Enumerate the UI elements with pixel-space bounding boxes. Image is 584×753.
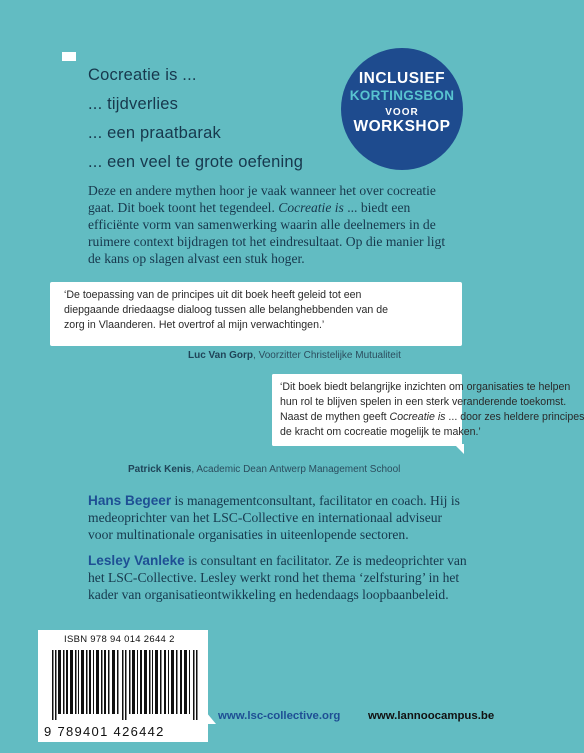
speech-tail-icon: [454, 444, 464, 454]
badge-line-4: WORKSHOP: [353, 118, 451, 135]
barcode-icon: [52, 650, 198, 720]
badge-line-2: KORTINGSBON: [349, 88, 455, 103]
quote-line: de kracht om cocreatie mogelijk te maken.’: [280, 426, 481, 438]
quote-line: zorg in Vlaanderen. Het overtrof al mijn verwachtingen.’: [64, 319, 325, 331]
badge-line-3: VOOR: [385, 107, 419, 118]
speech-tail-icon: [62, 336, 72, 346]
lsc-url-link[interactable]: www.lsc-collective.org: [218, 710, 341, 722]
isbn-label: ISBN 978 94 014 2644 2: [64, 634, 175, 645]
intro-text-2: ... biedt een efficiënte vorm van samenwerking waarin alle deelnemers in de ruimere context bijdragen tot het eindresultaat. Op die manier ligt de kans op slagen alvast een stuk hoger.: [88, 200, 446, 266]
testimonial-author: Patrick Kenis: [128, 464, 192, 475]
testimonial-box-1: [50, 282, 462, 346]
myth-line: ... tijdverlies: [88, 95, 179, 113]
myth-line: ... een praatbarak: [88, 124, 221, 142]
quote-line: ‘Dit boek biedt belangrijke inzichten om organisaties te helpen: [280, 381, 571, 393]
quote-line: [280, 410, 584, 425]
myth-line: ... een veel te grote oefening: [88, 153, 304, 171]
quote-line: diepgaande driedaagse dialoog tussen alle belanghebbenden van de: [64, 304, 388, 316]
speech-bubble-icon: [62, 52, 76, 61]
quote-line: hun rol te blijven spelen in een sterk veranderende toekomst.: [280, 396, 567, 408]
barcode-panel: [38, 630, 208, 742]
author-bio-text: is managementconsultant, facilitator en coach. Hij is medeoprichter van het LSC-Collective en internationaal adviseur voor multinationale organisaties in uiteenlopende sectoren.: [88, 493, 460, 542]
quote-line-start: Naast de mythen geeft: [280, 411, 390, 423]
myth-line: Cocreatie is ...: [88, 66, 197, 84]
badge-line-1: INCLUSIEF: [358, 70, 446, 87]
barcode-digits: 9 789401 426442: [44, 724, 165, 739]
testimonial-role: , Academic Dean Antwerp Management School: [191, 464, 401, 475]
quote-line-rest: ... door zes heldere principes: [445, 411, 584, 423]
intro-book-title: Cocreatie is: [278, 200, 344, 215]
testimonial-author: Luc Van Gorp: [188, 350, 254, 361]
author-name: Hans Begeer: [88, 493, 172, 508]
author-bio-text: is consultant en facilitator. Ze is medeoprichter van het LSC-Collective. Lesley werkt rond het thema ‘zelfsturing’ in het kader van organisatieontwikkeling en hedendaags loopbaanbeleid.: [88, 553, 467, 602]
intro-paragraph: [88, 182, 448, 267]
testimonial-attribution-2: [128, 464, 400, 475]
lannoo-url-link[interactable]: www.lannoocampus.be: [368, 710, 495, 722]
author-bio-2: [88, 552, 468, 603]
author-name: Lesley Vanleke: [88, 553, 185, 568]
intro-text-1: Deze en andere mythen hoor je vaak wanneer het over cocreatie gaat. Dit boek toont het tegendeel.: [88, 183, 436, 215]
quote-book-title: Cocreatie is: [389, 411, 446, 423]
testimonial-role: , Voorzitter Christelijke Mutualiteit: [253, 350, 401, 361]
discount-badge: [341, 48, 463, 170]
author-bio-1: [88, 492, 468, 543]
testimonial-text-2: [280, 380, 584, 440]
triangle-icon: [196, 712, 216, 724]
testimonial-attribution-1: [188, 350, 401, 361]
quote-line: ‘De toepassing van de principes uit dit boek heeft geleid tot een: [64, 289, 362, 301]
